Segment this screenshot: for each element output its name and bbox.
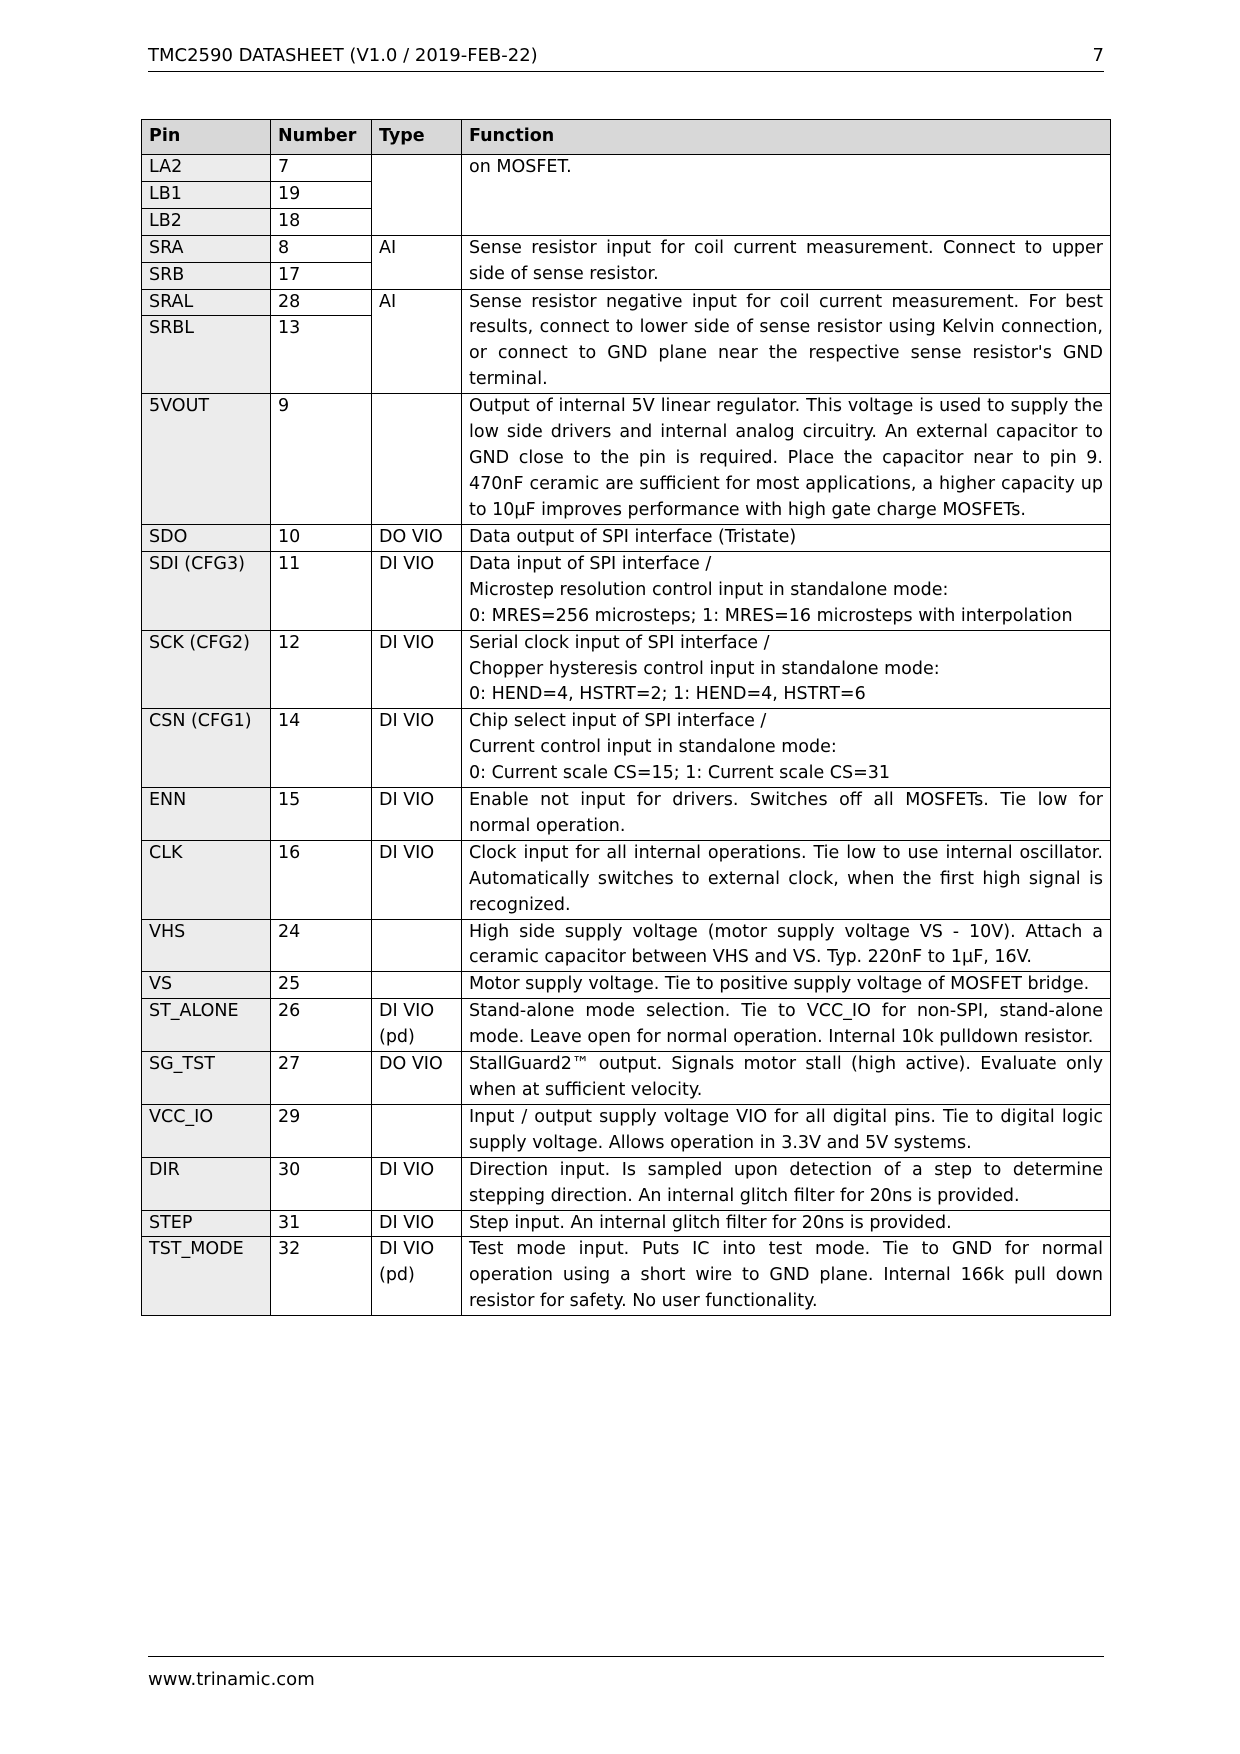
- pin-number: 27: [271, 1052, 372, 1105]
- pin-type: DO VIO: [372, 1052, 462, 1105]
- pin-type-line: DI VIO: [379, 1001, 435, 1022]
- pin-name: ST_ALONE: [142, 999, 271, 1052]
- pin-name: LB1: [142, 181, 271, 208]
- pin-number: 9: [271, 394, 372, 525]
- footer-website-link[interactable]: www.trinamic.com: [148, 1669, 315, 1690]
- pin-function-table: [141, 119, 1111, 1316]
- table-row: [142, 840, 1111, 919]
- table-row: [142, 1052, 1111, 1105]
- function-line: Chopper hysteresis control input in standalone mode:: [469, 658, 940, 679]
- pin-number: 29: [271, 1104, 372, 1157]
- column-header-function: Function: [462, 120, 1111, 155]
- pin-number: 13: [271, 316, 372, 394]
- pin-number: 7: [271, 155, 372, 182]
- pin-name: SDO: [142, 524, 271, 551]
- table-row: [142, 155, 1111, 182]
- table-row: [142, 919, 1111, 972]
- pin-name: SRAL: [142, 289, 271, 316]
- pin-number: 17: [271, 262, 372, 289]
- table-row: [142, 1237, 1111, 1316]
- pin-type: [372, 999, 462, 1052]
- pin-function: Clock input for all internal operations. Tie low to use internal oscillator. Automatically switches to external clock, when the first high signal is recognized.: [462, 840, 1111, 919]
- pin-number: 15: [271, 788, 372, 841]
- pin-name: LA2: [142, 155, 271, 182]
- pin-type: DI VIO: [372, 788, 462, 841]
- function-line: Microstep resolution control input in standalone mode:: [469, 579, 949, 600]
- pin-function: StallGuard2™ output. Signals motor stall (high active). Evaluate only when at sufficient velocity.: [462, 1052, 1111, 1105]
- function-line: Chip select input of SPI interface /: [469, 711, 767, 732]
- pin-number: 18: [271, 208, 372, 235]
- pin-function: Direction input. Is sampled upon detection of a step to determine stepping direction. An internal glitch filter for 20ns is provided.: [462, 1157, 1111, 1210]
- pin-name: VHS: [142, 919, 271, 972]
- pin-name: 5VOUT: [142, 394, 271, 525]
- table-row: [142, 999, 1111, 1052]
- table-row: [142, 235, 1111, 262]
- pin-name: SRA: [142, 235, 271, 262]
- table-row: [142, 1210, 1111, 1237]
- pin-number: 16: [271, 840, 372, 919]
- pin-number: 32: [271, 1237, 372, 1316]
- table-row: [142, 709, 1111, 788]
- pin-function: Motor supply voltage. Tie to positive supply voltage of MOSFET bridge.: [462, 972, 1111, 999]
- pin-type: AI: [372, 235, 462, 289]
- pin-type: [372, 1237, 462, 1316]
- pin-function: [462, 551, 1111, 630]
- function-line: 0: Current scale CS=15; 1: Current scale CS=31: [469, 763, 891, 784]
- pin-type-line: DI VIO: [379, 1239, 435, 1260]
- pin-function: Step input. An internal glitch filter for 20ns is provided.: [462, 1210, 1111, 1237]
- pin-type: DI VIO: [372, 551, 462, 630]
- pin-name: VCC_IO: [142, 1104, 271, 1157]
- pin-function: [462, 630, 1111, 709]
- page-header: [148, 44, 1104, 72]
- pin-type: DI VIO: [372, 709, 462, 788]
- pin-type-line: (pd): [379, 1265, 415, 1286]
- pin-name: SG_TST: [142, 1052, 271, 1105]
- pin-number: 28: [271, 289, 372, 316]
- function-line: 0: HEND=4, HSTRT=2; 1: HEND=4, HSTRT=6: [469, 684, 866, 705]
- pin-number: 30: [271, 1157, 372, 1210]
- pin-name: SRBL: [142, 316, 271, 394]
- pin-type: [372, 1104, 462, 1157]
- column-header-number: Number: [271, 120, 372, 155]
- pin-number: 14: [271, 709, 372, 788]
- pin-name: STEP: [142, 1210, 271, 1237]
- document-title: TMC2590 DATASHEET (V1.0 / 2019-FEB-22): [148, 45, 538, 66]
- pin-name: SCK (CFG2): [142, 630, 271, 709]
- table-row: [142, 1157, 1111, 1210]
- pin-function: Sense resistor negative input for coil current measurement. For best results, connect to lower side of sense resistor using Kelvin connection, or connect to GND plane near the respective sense resistor's GND terminal.: [462, 289, 1111, 394]
- table-row: [142, 289, 1111, 316]
- pin-number: 12: [271, 630, 372, 709]
- function-line: 0: MRES=256 microsteps; 1: MRES=16 microsteps with interpolation: [469, 605, 1073, 626]
- pin-type: [372, 394, 462, 525]
- pin-name: SRB: [142, 262, 271, 289]
- pin-name: DIR: [142, 1157, 271, 1210]
- pin-number: 19: [271, 181, 372, 208]
- pin-function: Output of internal 5V linear regulator. This voltage is used to supply the low side drivers and internal analog circuitry. An external capacitor to GND close to the pin is required. Place the capacitor near to pin 9. 470nF ceramic are sufficient for most applications, a higher capacity up to 10µF improves performance with high gate charge MOSFETs.: [462, 394, 1111, 525]
- pin-type: [372, 919, 462, 972]
- pin-function: [462, 709, 1111, 788]
- pin-type: [372, 155, 462, 236]
- table-row: [142, 630, 1111, 709]
- pin-number: 11: [271, 551, 372, 630]
- footer-divider: [148, 1656, 1104, 1657]
- pin-function: Input / output supply voltage VIO for all digital pins. Tie to digital logic supply voltage. Allows operation in 3.3V and 5V systems.: [462, 1104, 1111, 1157]
- pin-function: Stand-alone mode selection. Tie to VCC_IO for non-SPI, stand-alone mode. Leave open for normal operation. Internal 10k pulldown resistor.: [462, 999, 1111, 1052]
- pin-name: ENN: [142, 788, 271, 841]
- pin-function: Enable not input for drivers. Switches off all MOSFETs. Tie low for normal operation.: [462, 788, 1111, 841]
- pin-type: AI: [372, 289, 462, 394]
- pin-name: CLK: [142, 840, 271, 919]
- pin-name: LB2: [142, 208, 271, 235]
- pin-type: DI VIO: [372, 1157, 462, 1210]
- pin-number: 8: [271, 235, 372, 262]
- pin-number: 24: [271, 919, 372, 972]
- page-number: 7: [1092, 45, 1104, 66]
- pin-type: DI VIO: [372, 840, 462, 919]
- table-row: [142, 788, 1111, 841]
- table-row: [142, 972, 1111, 999]
- pin-name: VS: [142, 972, 271, 999]
- function-line: Serial clock input of SPI interface /: [469, 632, 770, 653]
- pin-type-line: (pd): [379, 1027, 415, 1048]
- table-row: [142, 524, 1111, 551]
- table-row: [142, 1104, 1111, 1157]
- column-header-type: Type: [372, 120, 462, 155]
- pin-function: High side supply voltage (motor supply voltage VS - 10V). Attach a ceramic capacitor between VHS and VS. Typ. 220nF to 1µF, 16V.: [462, 919, 1111, 972]
- table-row: [142, 394, 1111, 525]
- pin-number: 10: [271, 524, 372, 551]
- pin-number: 26: [271, 999, 372, 1052]
- pin-function: Sense resistor input for coil current measurement. Connect to upper side of sense resistor.: [462, 235, 1111, 289]
- function-line: Data input of SPI interface /: [469, 553, 712, 574]
- pin-type: [372, 972, 462, 999]
- table-row: [142, 551, 1111, 630]
- pin-function: on MOSFET.: [462, 155, 1111, 236]
- pin-function: Data output of SPI interface (Tristate): [462, 524, 1111, 551]
- pin-function: Test mode input. Puts IC into test mode. Tie to GND for normal operation using a short wire to GND plane. Internal 166k pull down resistor for safety. No user functionality.: [462, 1237, 1111, 1316]
- pin-number: 31: [271, 1210, 372, 1237]
- pin-type: DI VIO: [372, 1210, 462, 1237]
- table-header-row: [142, 120, 1111, 155]
- pin-name: CSN (CFG1): [142, 709, 271, 788]
- pin-type: DI VIO: [372, 630, 462, 709]
- pin-number: 25: [271, 972, 372, 999]
- pin-type: DO VIO: [372, 524, 462, 551]
- column-header-pin: Pin: [142, 120, 271, 155]
- pin-name: SDI (CFG3): [142, 551, 271, 630]
- pin-name: TST_MODE: [142, 1237, 271, 1316]
- function-line: Current control input in standalone mode:: [469, 737, 837, 758]
